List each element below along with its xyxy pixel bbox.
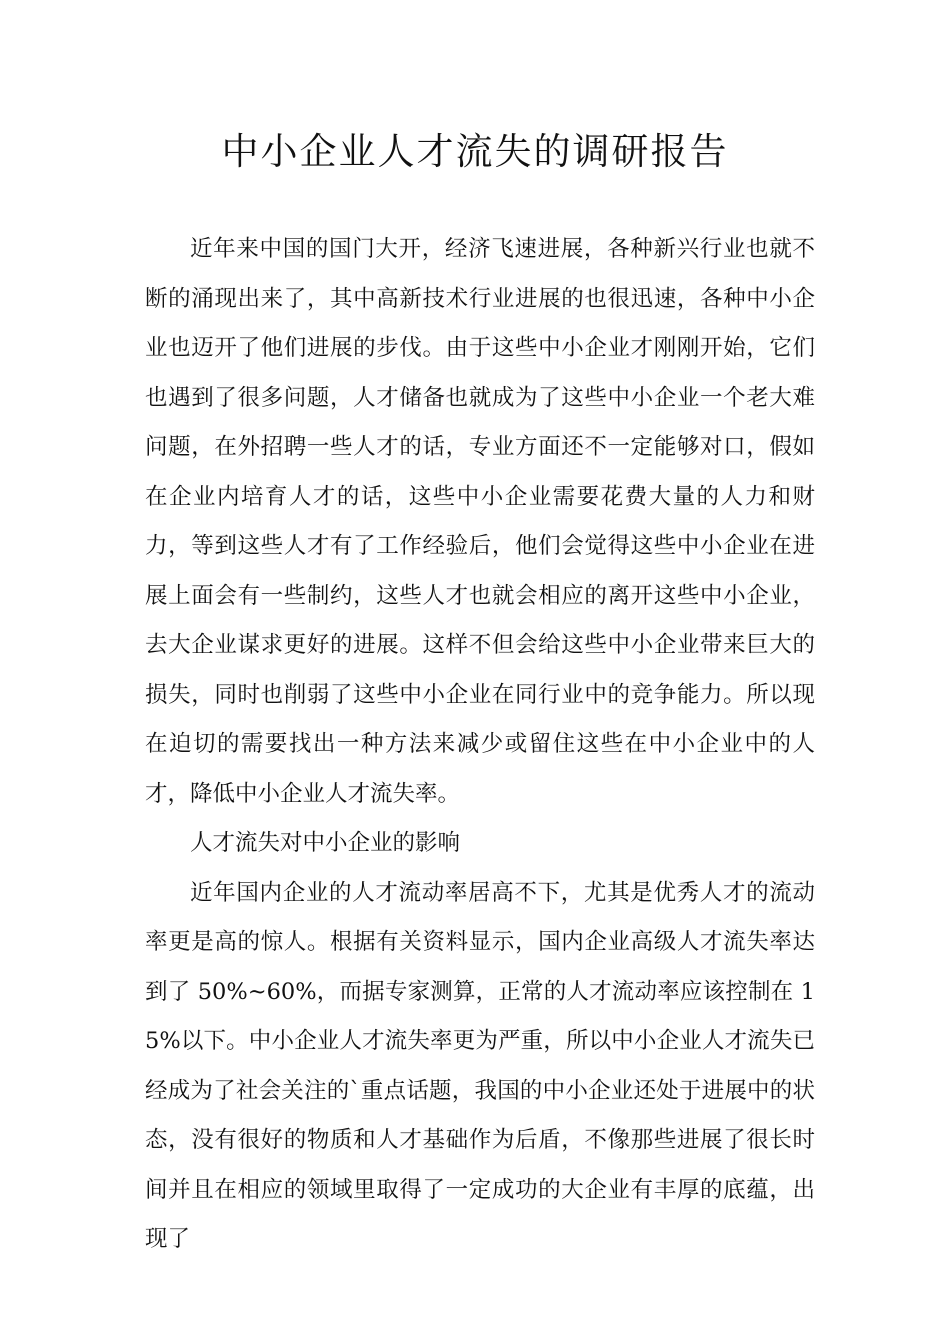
section-paragraph: 近年国内企业的人才流动率居高不下，尤其是优秀人才的流动率更是高的惊人。根据有关资料显示，国内企业高级人才流失率达到了 50%~60%，而据专家测算，正常的人才流动率应该控制在 15%以下。中小企业人才流失率更为严重，所以中小企业人才流失已经成为了社会关注的`重点话题，我国的中小企业还处于进展中的状态，没有很好的物质和人才基础作为后盾，不像那些进展了很长时间并且在相应的领域里取得了一定成功的大企业有丰厚的底蕴，出现了 — [145, 879, 815, 1252]
document-body — [145, 225, 815, 1265]
intro-paragraph: 近年来中国的国门大开，经济飞速进展，各种新兴行业也就不断的涌现出来了，其中高新技术行业进展的也很迅速，各种中小企业也迈开了他们进展的步伐。由于这些中小企业才刚刚开始，它们也遇到了很多问题，人才储备也就成为了这些中小企业一个老大难问题，在外招聘一些人才的话，专业方面还不一定能够对口，假如在企业内培育人才的话，这些中小企业需要花费大量的人力和财力，等到这些人才有了工作经验后，他们会觉得这些中小企业在进展上面会有一些制约，这些人才也就会相应的离开这些中小企业，去大企业谋求更好的进展。这样不但会给这些中小企业带来巨大的损失，同时也削弱了这些中小企业在同行业中的竞争能力。所以现在迫切的需要找出一种方法来减少或留住这些在中小企业中的人才，降低中小企业人才流失率。 — [145, 236, 815, 807]
section-heading: 人才流失对中小企业的影响 — [190, 830, 461, 856]
document-title: 中小企业人才流失的调研报告 — [221, 130, 729, 173]
